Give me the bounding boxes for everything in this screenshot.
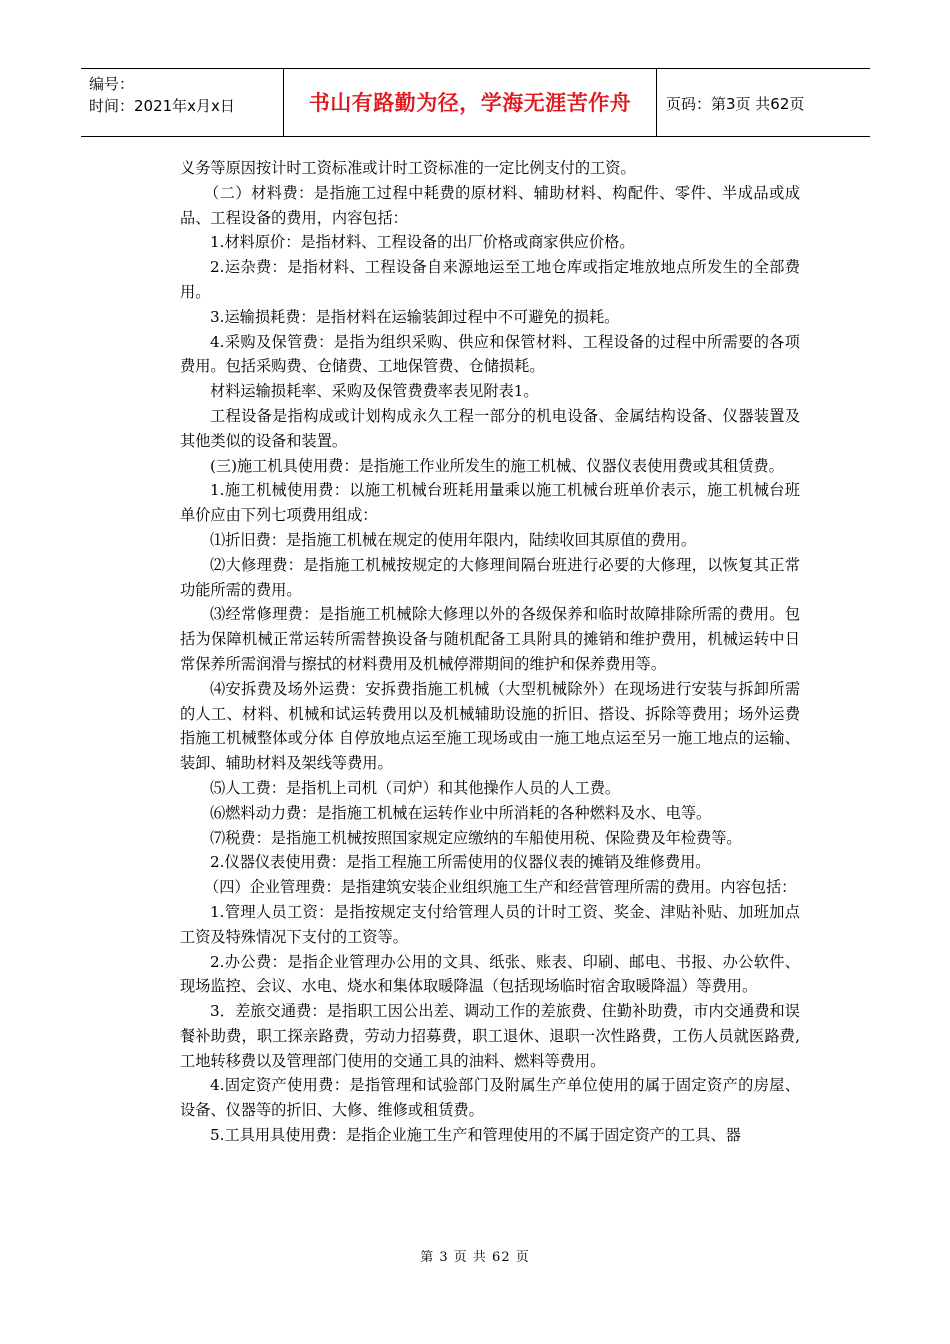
paragraph: ⑷安拆费及场外运费：安拆费指施工机械（大型机械除外）在现场进行安装与拆卸所需的人工、材料、机械和试运转费用以及机械辅助设施的折旧、搭设、拆除等费用；场外运费指施工机械整体或分体 自停放地点运至施工现场或由一施工地点运至另一施工地点的运输、装卸、辅助材料及架线等费用。 [180, 679, 800, 773]
paragraph: 1.施工机械使用费：以施工机械台班耗用量乘以施工机械台班单价表示，施工机械台班单价应由下列七项费用组成： [180, 481, 800, 525]
paragraph: 1.管理人员工资：是指按规定支付给管理人员的计时工资、奖金、津贴补贴、加班加点工资及特殊情况下支付的工资等。 [180, 902, 800, 946]
page-header [81, 68, 870, 137]
paragraph: 2.仪器仪表使用费：是指工程施工所需使用的仪器仪表的摊销及维修费用。 [210, 853, 711, 872]
paragraph: ⑴折旧费：是指施工机械在规定的使用年限内，陆续收回其原值的费用。 [210, 530, 696, 549]
paragraph: 2.运杂费：是指材料、工程设备自来源地运至工地仓库或指定堆放地点所发生的全部费用。 [180, 258, 800, 301]
paragraph: 材料运输损耗率、采购及保管费费率表见附表1。 [210, 382, 539, 401]
paragraph: ⑸人工费：是指机上司机（司炉）和其他操作人员的人工费。 [210, 778, 621, 797]
paragraph: 5.工具用具使用费：是指企业施工生产和管理使用的不属于固定资产的工具、器 [210, 1126, 741, 1145]
header-divider [656, 69, 657, 136]
paragraph: 义务等原因按计时工资标准或计时工资标准的一定比例支付的工资。 [180, 159, 636, 177]
paragraph: （四）企业管理费：是指建筑安装企业组织施工生产和经营管理所需的费用。内容包括： [204, 878, 797, 897]
header-page-info: 页码：第3页 共62页 [666, 95, 805, 113]
paragraph: 1.材料原价：是指材料、工程设备的出厂价格或商家供应价格。 [210, 233, 635, 252]
paragraph: 2.办公费：是指企业管理办公用的文具、纸张、账表、印刷、邮电、书报、办公软件、现场监控、会议、水电、烧水和集体取暖降温（包括现场临时宿舍取暖降温）等费用。 [180, 952, 800, 996]
document-body [180, 156, 800, 1148]
paragraph: ⑶经常修理费：是指施工机械除大修理以外的各级保养和临时故障排除所需的费用。包括为保障机械正常运转所需替换设备与随机配备工具附具的摊销和维护费用，机械运转中日常保养所需润滑与擦拭的材料费用及机械停滞期间的维护和保养费用等。 [180, 605, 800, 673]
paragraph: ⑵大修理费：是指施工机械按规定的大修理间隔台班进行必要的大修理，以恢复其正常功能所需的费用。 [180, 555, 800, 599]
document-date-label: 时间：2021年x月x日 [89, 97, 235, 115]
paragraph: 4.采购及保管费：是指为组织采购、供应和保管材料、工程设备的过程中所需要的各项费用。包括采购费、仓储费、工地保管费、仓储损耗。 [180, 332, 800, 376]
paragraph: 工程设备是指构成或计划构成永久工程一部分的机电设备、金属结构设备、仪器装置及其他类似的设备和装置。 [180, 406, 800, 450]
page-footer: 第 3 页 共 62 页 [420, 1250, 530, 1265]
paragraph: 3．差旅交通费：是指职工因公出差、调动工作的差旅费、住勤补助费，市内交通费和误餐补助费，职工探亲路费，劳动力招募费，职工退休、退职一次性路费，工伤人员就医路费,工地转移费以及管理部门使用的交通工具的油料、燃料等费用。 [180, 1002, 800, 1070]
paragraph: (三)施工机具使用费：是指施工作业所发生的施工机械、仪器仪表使用费或其租赁费。 [210, 456, 784, 475]
paragraph: ⑺税费：是指施工机械按照国家规定应缴纳的车船使用税、保险费及年检费等。 [210, 828, 742, 847]
header-meta [89, 73, 235, 117]
paragraph: （二）材料费：是指施工过程中耗费的原材料、辅助材料、构配件、零件、半成品或成品、工程设备的费用，内容包括： [180, 183, 800, 227]
paragraph: ⑹燃料动力费：是指施工机械在运转作业中所消耗的各种燃料及水、电等。 [210, 803, 712, 822]
paragraph: 3.运输损耗费：是指材料在运输装卸过程中不可避免的损耗。 [210, 307, 620, 326]
document-number-label: 编号： [89, 75, 135, 93]
paragraph: 4.固定资产使用费：是指管理和试验部门及附属生产单位使用的属于固定资产的房屋、设备、仪器等的折旧、大修、维修或租赁费。 [180, 1076, 800, 1120]
header-motto: 书山有路勤为径，学海无涯苦作舟 [308, 91, 632, 115]
